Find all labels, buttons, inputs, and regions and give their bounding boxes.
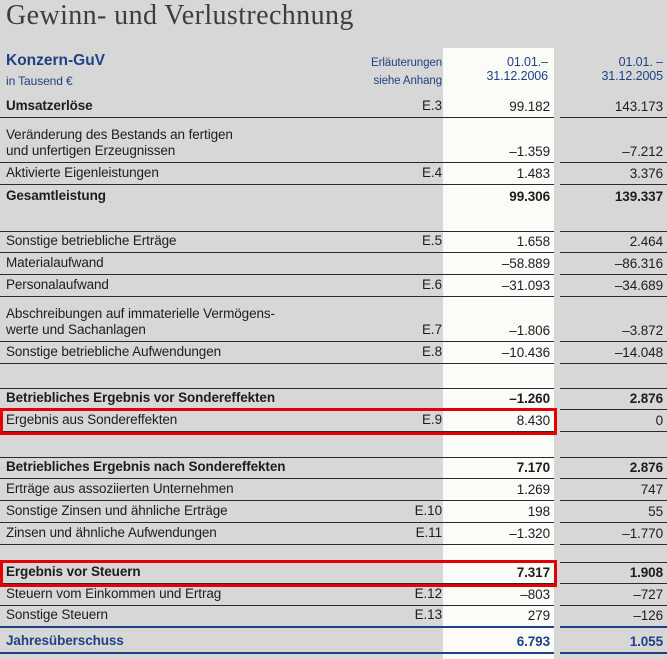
row-label-line: werte und Sachanlagen <box>6 322 146 338</box>
row-label <box>6 564 141 580</box>
section-gap <box>0 207 667 231</box>
row-label <box>6 586 221 602</box>
row-label-line: Materialaufwand <box>6 255 104 271</box>
value-2006: 6.793 <box>443 628 554 654</box>
note-reference: E.7 <box>422 322 442 338</box>
value-2006: 8.430 <box>443 410 554 432</box>
value-2005: 143.173 <box>560 96 667 118</box>
table-row <box>0 606 667 628</box>
value-2006: 1.269 <box>443 479 554 501</box>
value-2005: 2.876 <box>560 388 667 410</box>
row-label-line: Aktivierte Eigenleistungen <box>6 165 159 181</box>
value-2006: 198 <box>443 501 554 523</box>
value-2006: –803 <box>443 584 554 606</box>
row-label-cell <box>0 231 443 253</box>
value-2006: –1.806 <box>443 297 554 342</box>
value-2006: –1.359 <box>443 118 554 163</box>
row-label <box>6 255 104 271</box>
value-2005: 2.464 <box>560 231 667 253</box>
value-2006: 1.658 <box>443 231 554 253</box>
row-label-cell <box>0 584 443 606</box>
row-label-cell <box>0 628 443 654</box>
row-label-line: Jahresüberschuss <box>6 633 124 649</box>
value-2005: 747 <box>560 479 667 501</box>
row-label <box>6 165 159 181</box>
table-row <box>0 501 667 523</box>
note-reference: E.12 <box>414 586 442 602</box>
table-title-block <box>6 52 105 96</box>
row-label <box>6 525 217 541</box>
value-2006: –58.889 <box>443 253 554 275</box>
table-row-total <box>0 185 667 207</box>
notes-column-header-line2: siehe Anhang <box>373 74 442 87</box>
row-label-line: Ergebnis vor Steuern <box>6 564 141 580</box>
value-2005: 3.376 <box>560 163 667 185</box>
value-2005: 2.876 <box>560 457 667 479</box>
note-reference: E.3 <box>422 98 442 114</box>
row-label-line: Sonstige Steuern <box>6 607 108 623</box>
row-label <box>6 188 106 204</box>
value-2006: –10.436 <box>443 342 554 364</box>
value-2005: 0 <box>560 410 667 432</box>
table-row-total <box>0 562 667 584</box>
row-label <box>6 481 234 497</box>
row-label-line: Sonstige Zinsen und ähnliche Erträge <box>6 503 228 519</box>
table-header <box>0 48 667 96</box>
row-label-cell <box>0 275 443 297</box>
unit-label: in Tausend € <box>6 74 73 88</box>
note-reference: E.9 <box>422 412 442 428</box>
row-label-cell <box>0 253 443 275</box>
row-label-cell <box>0 457 443 479</box>
value-2006: –31.093 <box>443 275 554 297</box>
table-row <box>0 118 667 163</box>
row-label <box>6 503 228 519</box>
row-label-cell <box>0 96 443 118</box>
note-reference: E.8 <box>422 344 442 360</box>
row-label-cell <box>0 562 443 584</box>
row-label <box>6 607 108 623</box>
table-row <box>0 163 667 185</box>
note-reference: E.13 <box>414 607 442 623</box>
row-label-cell <box>0 118 443 163</box>
table-row <box>0 297 667 342</box>
row-label-line: Personalaufwand <box>6 277 109 293</box>
table-row <box>0 275 667 297</box>
row-label-line: Betriebliches Ergebnis nach Sondereffekten <box>6 459 286 475</box>
note-reference: E.10 <box>414 503 442 519</box>
table-title: Konzern-GuV <box>6 52 106 69</box>
row-label-cell <box>0 388 443 410</box>
table-row <box>0 410 667 432</box>
row-label-line: Umsatzerlöse <box>6 98 93 114</box>
table-body <box>0 96 667 654</box>
value-2005: 55 <box>560 501 667 523</box>
row-label-cell <box>0 523 443 545</box>
table-row <box>0 523 667 545</box>
row-label <box>6 306 275 338</box>
row-label-line: Ergebnis aus Sondereffekten <box>6 412 178 428</box>
value-2005: –14.048 <box>560 342 667 364</box>
note-reference: E.6 <box>422 277 442 293</box>
row-label-line: und unfertigen Erzeugnissen <box>6 143 176 159</box>
row-label <box>6 344 221 360</box>
row-label-cell <box>0 410 443 432</box>
value-2005: –1.770 <box>560 523 667 545</box>
row-label <box>6 459 285 475</box>
row-label <box>6 127 233 159</box>
row-label-cell <box>0 163 443 185</box>
row-label <box>6 390 275 406</box>
value-2006: 99.182 <box>443 96 554 118</box>
row-label-cell <box>0 606 443 628</box>
table-row-total <box>0 628 667 654</box>
page-title: Gewinn- und Verlustrechnung <box>6 0 354 31</box>
row-label-line: Zinsen und ähnliche Aufwendungen <box>6 525 217 541</box>
row-label-line: Veränderung des Bestands an fertigen <box>6 127 233 143</box>
value-2005: –3.872 <box>560 297 667 342</box>
note-reference: E.4 <box>422 165 442 181</box>
table-row <box>0 479 667 501</box>
row-label-line: Steuern vom Einkommen und Ertrag <box>6 586 222 602</box>
note-reference: E.5 <box>422 233 442 249</box>
row-label-line: Erträge aus assoziierten Unternehmen <box>6 481 234 497</box>
row-label <box>6 277 109 293</box>
row-label-cell <box>0 297 443 342</box>
row-label-line: Abschreibungen auf immaterielle Vermögens- <box>6 306 275 322</box>
value-2006: 99.306 <box>509 189 550 204</box>
column-header-2006: 01.01.– 31.12.2006 <box>486 55 548 83</box>
value-2005: 139.337 <box>614 189 663 204</box>
row-label <box>6 98 93 114</box>
notes-column-header-line1: Erläuterungen <box>371 57 442 69</box>
table-row <box>0 231 667 253</box>
value-2005: 1.908 <box>560 562 667 584</box>
section-gap <box>0 364 667 388</box>
value-2006: 7.317 <box>443 562 554 584</box>
table-row-total <box>0 457 667 479</box>
notes-column-header <box>371 52 442 96</box>
value-2005: –86.316 <box>560 253 667 275</box>
value-2005: –7.212 <box>560 118 667 163</box>
value-2005: –126 <box>560 606 667 628</box>
value-2006: 7.170 <box>443 457 554 479</box>
row-label-line: Sonstige betriebliche Erträge <box>6 233 177 249</box>
guv-table <box>0 48 667 654</box>
value-2006: 1.483 <box>443 163 554 185</box>
value-2006: –1.320 <box>443 523 554 545</box>
row-label-line: Gesamtleistung <box>6 188 106 204</box>
table-row <box>0 253 667 275</box>
section-gap <box>0 432 667 457</box>
column-header-2005: 01.01. – 31.12.2005 <box>601 55 663 83</box>
value-2006: 279 <box>443 606 554 628</box>
row-label <box>6 412 177 428</box>
value-2006: –1.260 <box>443 388 554 410</box>
row-label-cell <box>0 185 443 207</box>
table-row-total <box>0 388 667 410</box>
row-label-cell <box>0 342 443 364</box>
row-label-cell <box>0 501 443 523</box>
row-label-line: Betriebliches Ergebnis vor Sondereffekten <box>6 390 275 406</box>
value-2005: –727 <box>560 584 667 606</box>
table-row <box>0 342 667 364</box>
table-row <box>0 96 667 118</box>
table-row <box>0 584 667 606</box>
row-label-line: Sonstige betriebliche Aufwendungen <box>6 344 222 360</box>
value-2005: –34.689 <box>560 275 667 297</box>
table-header-left <box>0 48 443 96</box>
row-label-cell <box>0 479 443 501</box>
value-2005: 1.055 <box>560 628 667 654</box>
row-label <box>6 233 176 249</box>
note-reference: E.11 <box>415 525 442 541</box>
section-gap <box>0 545 667 562</box>
row-label <box>6 633 124 649</box>
